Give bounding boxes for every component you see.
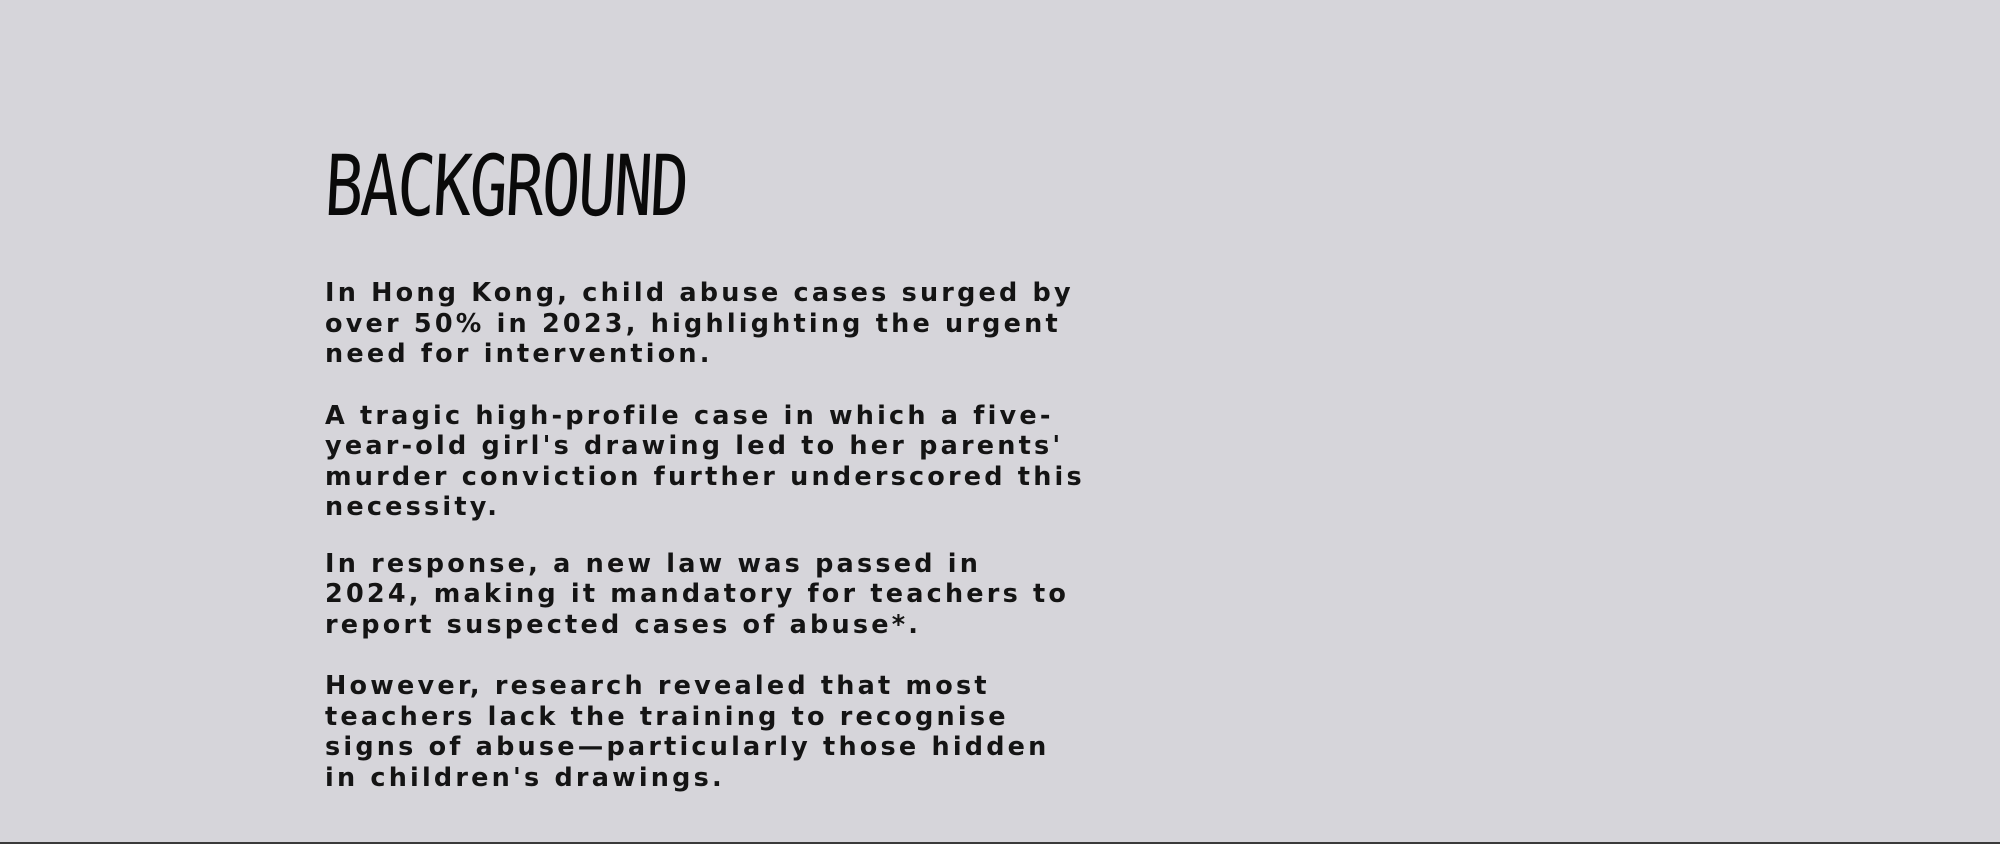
section-title: BACKGROUND [322,137,690,235]
paragraph-new-law: In response, a new law was passed in 2024, making it mandatory for teachers to report suspected cases of abuse*. [325,548,1070,640]
paragraph-abuse-statistics: In Hong Kong, child abuse cases surged by over 50% in 2023, highlighting the urgent need for intervention. [325,278,1074,369]
paragraph-high-profile-case: A tragic high-profile case in which a five-year-old girl's drawing led to her parents' murder conviction further underscored this necessity. [325,400,1085,522]
background-section [322,137,1085,793]
paragraph-research-findings: However, research revealed that most teachers lack the training to recognise signs of abuse—particularly those hidden in children's drawings. [325,671,1050,793]
